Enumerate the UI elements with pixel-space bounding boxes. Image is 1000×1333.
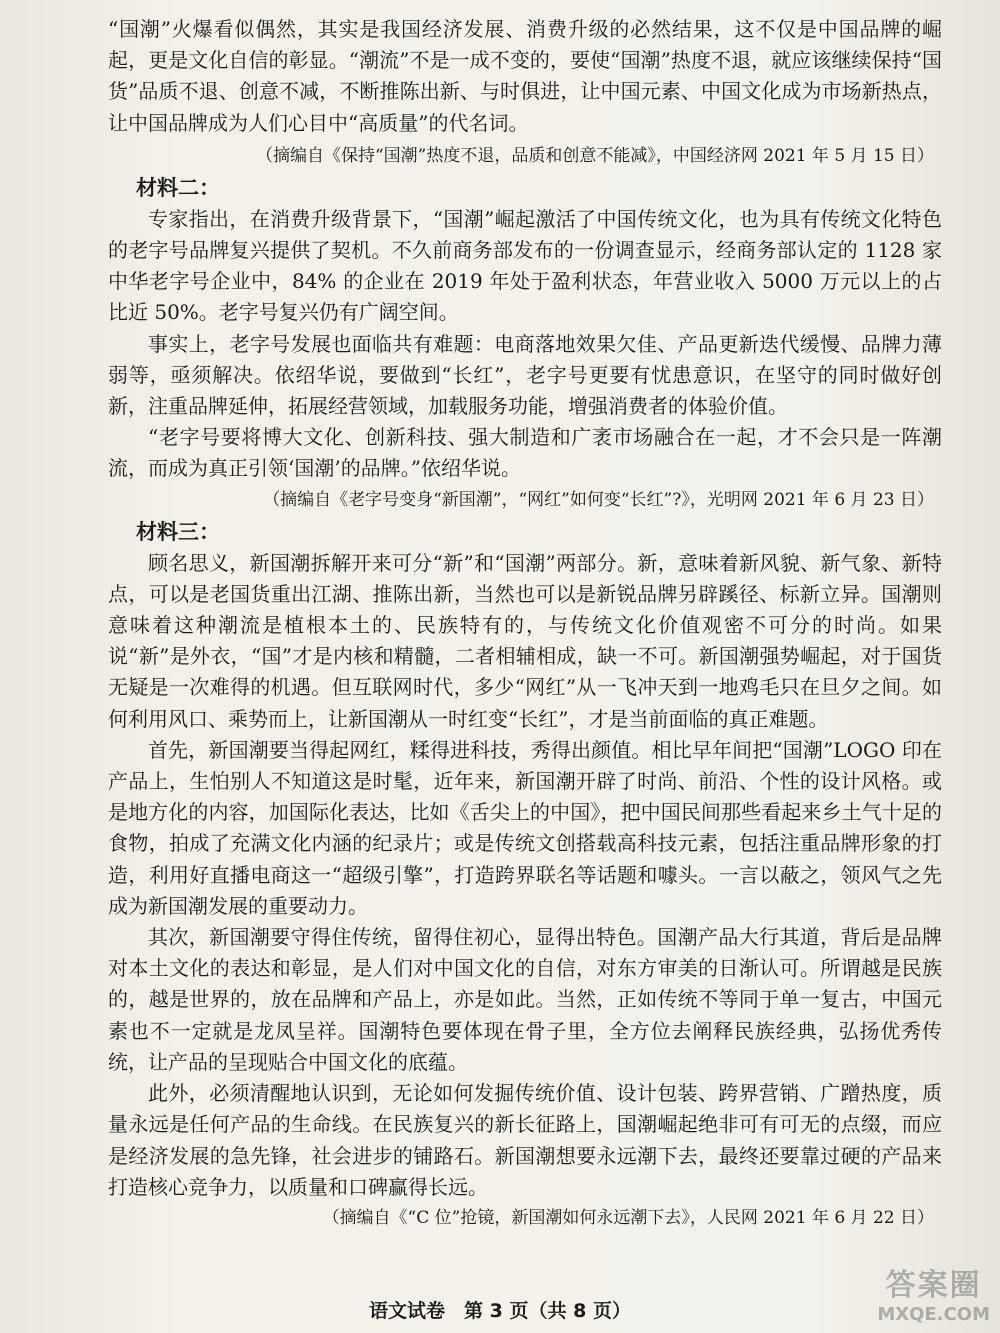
watermark-logo [877,1260,990,1325]
heading-material-3: 材料三： [136,518,220,544]
material3-paragraph: 此外，必须清醒地认识到，无论如何发掘传统价值、设计包装、跨界营销、广蹭热度，质量永远是任何产品的生命线。在民族复兴的新长征路上，国潮崛起绝非可有可无的点缀，而应是经济发展的急先锋，社会进步的铺路石。新国潮想要永远潮下去，最终还要靠过硬的产品来打造核心竞争力，以质量和口碑赢得长远。 [108,1081,942,1199]
source-citation-1: （摘编自《保持“国潮”热度不退，品质和创意不能减》，中国经济网 2021 年 5 月 15 日） [255,145,934,166]
intro-paragraph: “国潮”火爆看似偶然，其实是我国经济发展、消费升级的必然结果，这不仅是中国品牌的崛起，更是文化自信的彰显。“潮流”不是一成不变的，要使“国潮”热度不退，就应该继续保持“国货”品质不退、创意不减，不断推陈出新、与时俱进，让中国元素、中国文化成为市场新热点，让中国品牌成为人们心目中“高质量”的代名词。 [108,17,942,135]
watermark-en: MXQE.COM [877,1304,990,1325]
source-citation-2: （摘编自《老字号变身“新国潮”，“网红”如何变“长红”?》，光明网 2021 年 6 月 23 日） [263,489,934,510]
material3-paragraph: 首先，新国潮要当得起网红，糅得进科技，秀得出颜值。相比早年间把“国潮”LOGO 印在产品上，生怕别人不知道这是时髦，近年来，新国潮开辟了时尚、前沿、个性的设计风格。或是地方化的内容，加国际化表达，比如《舌尖上的中国》，把中国民间那些看起来乡土气十足的食物，拍成了充满文化内涵的纪录片；或是传统文创搭载高科技元素，包括注重品牌形象的打造，利用好直播电商这一“超级引擎”，打造跨界联名等话题和噱头。一言以蔽之，领风气之先成为新国潮发展的重要动力。 [108,737,942,918]
source-citation-3: （摘编自《“C 位”抢镜，新国潮如何永远潮下去》，人民网 2021 年 6 月 22 日） [322,1207,934,1228]
material2-paragraph: “老字号要将博大文化、创新科技、强大制造和广袤市场融合在一起，才不会只是一阵潮流，而成为真正引领‘国潮’的品牌。”依绍华说。 [108,425,942,481]
material2-paragraph: 事实上，老字号发展也面临共有难题：电商落地效果欠佳、产品更新迭代缓慢、品牌力薄弱等，亟须解决。依绍华说，要做到“长红”，老字号更要有忧患意识，在坚守的同时做好创新，注重品牌延伸，拓展经营领域，加载服务功能，增强消费者的体验价值。 [108,331,942,419]
material2-paragraph: 专家指出，在消费升级背景下，“国潮”崛起激活了中国传统文化，也为具有传统文化特色的老字号品牌复兴提供了契机。不久前商务部发布的一份调查显示，经商务部认定的 1128 家中华老字号企业中，84% 的企业在 2019 年处于盈利状态，年营业收入 5000 万元以上的占比近 50%。老字号复兴仍有广阔空间。 [108,206,942,325]
material3-paragraph: 其次，新国潮要守得住传统，留得住初心，显得出特色。国潮产品大行其道，背后是品牌对本土文化的表达和彰显，是人们对中国文化的自信，对东方审美的日渐认可。所谓越是民族的，越是世界的，放在品牌和产品上，亦是如此。当然，正如传统不等同于单一复古，中国元素也不一定就是龙凤呈祥。国潮特色要体现在骨子里，全方位去阐释民族经典，弘扬优秀传统，让产品的呈现贴合中国文化的底蕴。 [108,925,942,1074]
heading-material-2: 材料二： [136,174,220,200]
material3-paragraph: 顾名思义，新国潮拆解开来可分“新”和“国潮”两部分。新，意味着新风貌、新气象、新特点，可以是老国货重出江湖、推陈出新，当然也可以是新锐品牌另辟蹊径、标新立异。国潮则意味着这种潮流是植根本土的、民族特有的，与传统文化价值观密不可分的时尚。如果说“新”是外衣，“国”才是内核和精髓，二者相辅相成，缺一不可。新国潮强势崛起，对于国货无疑是一次难得的机遇。但互联网时代，多少“网红”从一飞冲天到一地鸡毛只在旦夕之间。如何利用风口、乘势而上，让新国潮从一时红变“长红”，才是当前面临的真正难题。 [108,550,942,731]
page-footer: 语文试卷 第 3 页（共 8 页） [369,1300,631,1322]
watermark-cn: 答案圈 [885,1268,982,1303]
